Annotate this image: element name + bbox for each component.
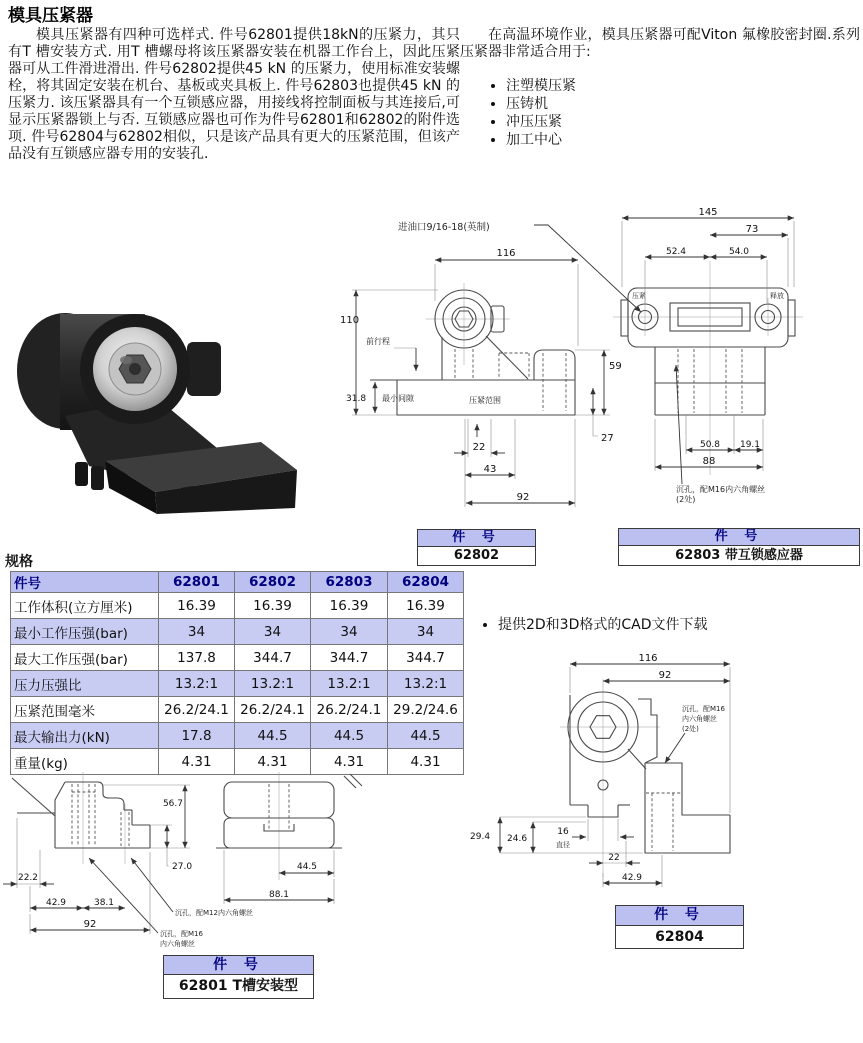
spec-row-label: 最小工作压强(bar): [11, 619, 159, 645]
dim-44-5: 44.5: [296, 862, 318, 872]
spec-cell: 4.31: [235, 749, 311, 775]
spec-col-header: 62802: [235, 572, 311, 593]
clamp-face: [80, 314, 190, 424]
list-item: • 压铸机: [506, 95, 860, 113]
spec-cell: 34: [235, 619, 311, 645]
spec-cell: 16.39: [388, 593, 464, 619]
spec-cell: 16.39: [311, 593, 388, 619]
counterbore-note-line2: (2处): [676, 495, 696, 504]
spec-header-row: [11, 572, 464, 593]
spec-cell: 13.2:1: [235, 671, 311, 697]
technical-drawing-62804: [460, 645, 860, 895]
counterbore-note-line3: (2处): [682, 725, 699, 733]
spec-cell: 4.31: [311, 749, 388, 775]
spec-cell: 16.39: [159, 593, 235, 619]
spec-cell: 13.2:1: [388, 671, 464, 697]
dim-116: 116: [638, 653, 658, 664]
dim-59: 59: [609, 361, 622, 372]
part-number-header: 件 号: [619, 529, 859, 546]
spec-row-label: 压紧范围毫米: [11, 697, 159, 723]
counterbore-note-m16-line1: 沉孔，配M16: [160, 930, 203, 938]
spec-row-label: 重量(kg): [11, 749, 159, 775]
spec-row-label: 最大输出力(kN): [11, 723, 159, 749]
page-title: 模具压紧器: [8, 6, 93, 26]
diameter-label: 直径: [556, 841, 570, 849]
spec-cell: 29.2/24.6: [388, 697, 464, 723]
part-number-header: 件 号: [616, 906, 743, 926]
tslot-right-view: [216, 772, 362, 880]
spec-cell: 26.2/24.1: [311, 697, 388, 723]
dim-29-4: 29.4: [470, 832, 491, 842]
clamp-range-label: 压紧范围: [469, 396, 501, 405]
counterbore-note-line1: 沉孔，配M16: [682, 705, 725, 713]
min-gap-label: 最小间隙: [382, 394, 414, 403]
part-number-header: 件 号: [164, 956, 313, 975]
dim-50-8: 50.8: [699, 440, 721, 450]
top-view-dimensions: [622, 207, 794, 504]
part-number-value: 62804: [616, 926, 743, 948]
spec-col-header: 62803: [311, 572, 388, 593]
part-number-value: 62803 带互锁感应器: [619, 546, 859, 565]
dim-22-2: 22.2: [17, 873, 39, 883]
tslot-dimensions: [3, 785, 334, 948]
spec-cell: 44.5: [388, 723, 464, 749]
technical-drawing-62802-62803: [338, 203, 863, 533]
dim-88: 88: [702, 456, 716, 467]
dim-92: 92: [83, 919, 97, 930]
counterbore-note-m16-line2: 内六角螺丝: [160, 940, 195, 948]
part-number-header: 件 号: [418, 530, 535, 547]
spec-row-label: 压力压强比: [11, 671, 159, 697]
spec-cell: 4.31: [159, 749, 235, 775]
intro-paragraph-left: 模具压紧器有四种可选样式. 件号62801提供18kN的压紧力，其只有T 槽安装方式. 用T 槽螺母将该压紧器安装在机器工作台上，因此压紧器可从工件滑进滑出. 件号62802提供45 kN 的压紧力，使用标准安装螺栓，将其固定安装在机台、基板或夹具板上. 件号62803也提供45 kN 的压紧力. 该压紧器具有一个互锁感应器，用接线将控制面板与其连接后,可显示压紧器锁上与否. 互锁感应器也可作为件号62801和62802的附件选项. 件号62804与62802相似，只是该产品具有更大的压紧范围，但该产品没有互锁感应器专用的安装孔.: [8, 27, 460, 162]
list-item: • 冲压压紧: [506, 113, 860, 131]
dim-145: 145: [698, 207, 718, 218]
spec-cell: 34: [388, 619, 464, 645]
list-item: • 加工中心: [506, 131, 860, 149]
spec-cell: 137.8: [159, 645, 235, 671]
dim-52-4: 52.4: [665, 247, 687, 257]
applications-list: [460, 77, 860, 149]
dim-19-1: 19.1: [739, 440, 761, 450]
dim-38-1: 38.1: [93, 898, 115, 908]
v62804-dimensions: [470, 653, 730, 887]
spec-col-header: 62804: [388, 572, 464, 593]
dim-56-7: 56.7: [162, 799, 183, 809]
intro-paragraph-right: 在高温环境作业，模具压紧器可配Viton 氟橡胶密封圈.系列压紧器非常适合用于:: [460, 27, 860, 60]
spec-cell: 26.2/24.1: [235, 697, 311, 723]
spec-cell: 26.2/24.1: [159, 697, 235, 723]
oil-port-label: 进油口9/16-18(英制): [398, 222, 490, 233]
release-position-label: 释放: [770, 292, 784, 300]
dim-22: 22: [608, 853, 620, 863]
table-row: [11, 697, 464, 723]
part-number-table-62804: [615, 905, 744, 949]
dim-31-8: 31.8: [346, 394, 367, 404]
dim-73: 73: [745, 224, 759, 235]
table-row: [11, 593, 464, 619]
spec-cell: 17.8: [159, 723, 235, 749]
part-number-value: 62801 T槽安装型: [164, 975, 313, 998]
table-row: [11, 723, 464, 749]
spec-table: [10, 571, 464, 775]
spec-cell: 13.2:1: [159, 671, 235, 697]
stroke-label: 前行程: [366, 337, 390, 346]
dim-27-0: 27.0: [172, 862, 193, 872]
dim-54-0: 54.0: [728, 247, 750, 257]
spec-cell: 34: [311, 619, 388, 645]
cad-note: • 提供2D和3D格式的CAD文件下载: [498, 616, 863, 634]
side-view-dimensions: [340, 221, 641, 507]
spec-cell: 13.2:1: [311, 671, 388, 697]
list-item: • 注塑模压紧: [506, 77, 860, 95]
spec-col-header: 62801: [159, 572, 235, 593]
product-photo: [5, 276, 305, 516]
dim-110: 110: [340, 315, 360, 326]
spec-col-header: 件号: [11, 572, 159, 593]
dim-24-6: 24.6: [507, 834, 528, 844]
dim-43: 43: [483, 464, 497, 475]
spec-cell: 4.31: [388, 749, 464, 775]
part-number-table-62803: [618, 528, 860, 566]
dim-92: 92: [516, 492, 530, 503]
counterbore-note-line2: 内六角螺丝: [682, 715, 717, 723]
counterbore-note-m12: 沉孔，配M12内六角螺丝: [175, 909, 253, 917]
spec-row-label: 工作体积(立方厘米): [11, 593, 159, 619]
dim-88-1: 88.1: [268, 890, 290, 900]
clamp-position-label: 压紧: [632, 292, 646, 300]
intro-right-column: [460, 27, 860, 149]
technical-drawing-62801: [2, 768, 364, 958]
spec-cell: 344.7: [235, 645, 311, 671]
table-row: [11, 619, 464, 645]
dim-22: 22: [472, 442, 486, 453]
tslot-left-view: [12, 772, 150, 864]
part-number-table-62802: [417, 529, 536, 566]
dim-42-9: 42.9: [45, 898, 67, 908]
spec-cell: 34: [159, 619, 235, 645]
spec-cell: 344.7: [311, 645, 388, 671]
dim-42-9: 42.9: [621, 873, 643, 883]
spec-cell: 44.5: [311, 723, 388, 749]
spec-cell: 44.5: [235, 723, 311, 749]
table-row: [11, 671, 464, 697]
spec-section-title: 规格: [5, 554, 33, 570]
counterbore-note-line1: 沉孔，配M16内六角螺丝: [676, 485, 766, 494]
spec-cell: 16.39: [235, 593, 311, 619]
part-number-table-62801: [163, 955, 314, 999]
dim-92: 92: [658, 670, 672, 681]
table-row: [11, 645, 464, 671]
spec-cell: 344.7: [388, 645, 464, 671]
cad-note-list: [472, 616, 863, 634]
dim-116: 116: [496, 248, 516, 259]
dim-27: 27: [601, 433, 614, 444]
part-number-value: 62802: [418, 547, 535, 565]
spec-row-label: 最大工作压强(bar): [11, 645, 159, 671]
dim-16: 16: [557, 827, 569, 837]
